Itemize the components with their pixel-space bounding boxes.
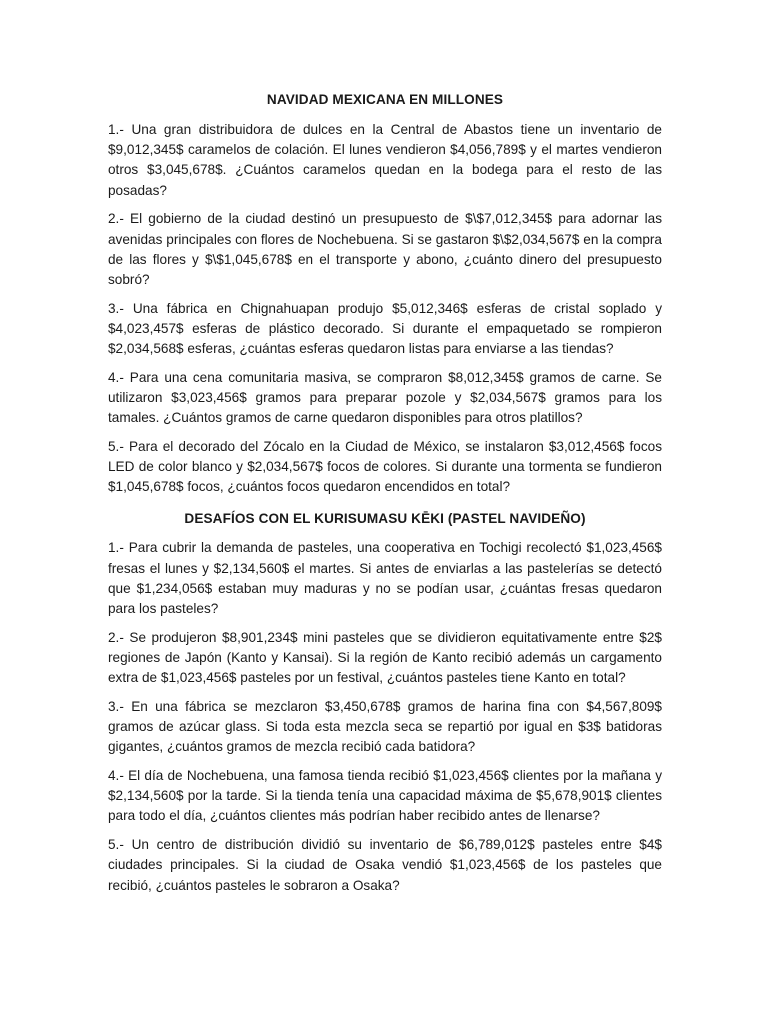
problem-text: Una gran distribuidora de dulces en la Central de Abastos tiene un inventario de $9,012,345$ caramelos de colación. El lunes vendieron $4,056,789$ y el martes vendieron otros $3,045,678$. ¿Cuántos caramelos quedan en la bodega para el resto de las posadas? <box>108 122 662 198</box>
problem-2-4 <box>108 766 662 827</box>
problem-text: Para cubrir la demanda de pasteles, una cooperativa en Tochigi recolectó $1,023,456$ fresas el lunes y $2,134,560$ el martes. Si antes de enviarlas a las pastelerías se detectó que $1,234,056$ estaban muy maduras y no se podían usar, ¿cuántas fresas quedaron para los pasteles? <box>108 540 662 617</box>
problem-1-1 <box>108 120 662 201</box>
section-title-navidad-mexicana: NAVIDAD MEXICANA EN MILLONES <box>266 92 504 107</box>
problem-2-3 <box>108 697 662 758</box>
problem-text: Un centro de distribución dividió su inventario de $6,789,012$ pasteles entre $4$ ciudades principales. Si la ciudad de Osaka vendió $1,023,456$ de los pasteles que recibió, ¿cuántos pasteles le sobraron a Osaka? <box>108 837 662 893</box>
problem-number: 1.- <box>108 540 124 556</box>
problem-2-5 <box>108 835 662 896</box>
problem-text: Se produjeron $8,901,234$ mini pasteles que se dividieron equitativamente entre $2$ regiones de Japón (Kanto y Kansai). Si la región de Kanto recibió además un cargamento extra de $1,023,456$ pasteles por un festival, ¿cuántos pasteles tiene Kanto en total? <box>108 629 662 686</box>
problem-text: En una fábrica se mezclaron $3,450,678$ gramos de harina fina con $4,567,809$ gramos de azúcar glass. Si toda esta mezcla seca se repartió por igual en $3$ batidoras gigantes, ¿cuántos gramos de mezcla recibió cada batidora? <box>108 698 662 755</box>
problem-text: Para el decorado del Zócalo en la Ciudad de México, se instalaron $3,012,456$ focos LED de color blanco y $2,034,567$ focos de colores. Si durante una tormenta se fundieron $1,045,678$ focos, ¿cuántos focos quedaron encendidos en total? <box>108 438 662 495</box>
problem-number: 1.- <box>108 122 124 137</box>
problem-2-1 <box>108 538 662 619</box>
problem-1-4 <box>108 368 662 429</box>
problem-number: 5.- <box>108 837 124 853</box>
document-page <box>108 90 662 904</box>
problem-number: 5.- <box>108 438 124 454</box>
problem-text: Una fábrica en Chignahuapan produjo $5,012,346$ esferas de cristal soplado y $4,023,457$ esferas de plástico decorado. Si durante el empaquetado se rompieron $2,034,568$ esferas, ¿cuántas esferas quedaron listas para enviarse a las tiendas? <box>108 300 662 357</box>
problem-text: El día de Nochebuena, una famosa tienda recibió $1,023,456$ clientes por la mañana y $2,134,560$ por la tarde. Si la tienda tenía una capacidad máxima de $5,678,901$ clientes para todo el día, ¿cuántos clientes más podrían haber recibido antes de llenarse? <box>108 767 662 824</box>
problem-number: 4.- <box>108 767 124 783</box>
section-title-kurisumasu-keki: DESAFÍOS CON EL KURISUMASU KĒKI (PASTEL NAVIDEÑO) <box>184 511 586 527</box>
problem-1-3 <box>108 299 662 360</box>
problem-text: Para una cena comunitaria masiva, se compraron $8,012,345$ gramos de carne. Se utilizaron $3,023,456$ gramos para preparar pozole y $2,034,567$ gramos para los tamales. ¿Cuántos gramos de carne quedaron disponibles para otros platillos? <box>108 369 662 426</box>
problem-text: El gobierno de la ciudad destinó un presupuesto de $\$7,012,345$ para adornar las avenidas principales con flores de Nochebuena. Si se gastaron $\$2,034,567$ en la compra de las flores y $\$1,045,678$ en el transporte y abono, ¿cuánto dinero del presupuesto sobró? <box>108 211 663 287</box>
problem-1-2 <box>108 209 662 290</box>
problem-number: 2.- <box>108 629 124 645</box>
problem-number: 3.- <box>108 300 124 316</box>
problem-number: 3.- <box>108 698 124 714</box>
problem-number: 4.- <box>108 369 124 385</box>
problem-2-2 <box>108 628 662 689</box>
problem-number: 2.- <box>108 211 124 227</box>
problem-1-5 <box>108 437 662 498</box>
